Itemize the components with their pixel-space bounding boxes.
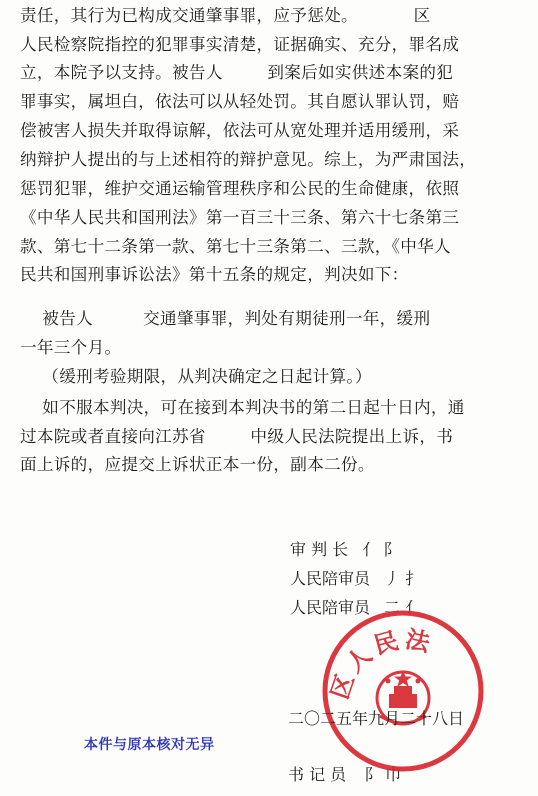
juror-1-title: 人民陪审员	[290, 569, 371, 588]
presiding-judge-title: 审 判 长	[290, 540, 349, 559]
seal-text: 区人民法	[324, 624, 437, 703]
text-line-10: 民共和国刑事诉讼法》第十五条的规定，判决如下：	[20, 265, 409, 284]
juror-1-row	[290, 568, 421, 590]
svg-text:区人民法	[325, 624, 437, 702]
juror-1-name: 丿 扌	[384, 569, 422, 588]
text-line-2: 人民检察院指控的犯罪事实清楚，证据确实、充分，罪名成	[20, 35, 460, 54]
judgment-date: 二〇二五年九月二十八日	[288, 709, 465, 728]
juror-2-name: 二 亻	[384, 598, 422, 617]
text-line-13: （缓刑考验期限，从判决确定之日起计算。）	[20, 367, 372, 386]
text-line-14: 如不服本判决，可在接到本判决书的第二日起十日内，通	[20, 398, 465, 417]
clerk-title: 书 记 员	[288, 765, 347, 784]
text-line-7: 惩罚犯罪，维护交通运输管理秩序和公民的生命健康，依照	[20, 179, 460, 198]
text-line-6: 纳辩护人提出的与上述相符的辩护意见。综上，为严肃国法，	[20, 150, 477, 169]
text-line-5: 偿被害人损失并取得谅解，依法可从宽处理并适用缓刑，采	[20, 121, 460, 140]
text-line-3: 立，本院予以支持。被告人 到案后如实供述本案的犯	[20, 63, 454, 82]
presiding-judge-row	[290, 539, 399, 561]
court-seal	[318, 606, 488, 776]
presiding-judge-name: 亻 阝	[362, 540, 400, 559]
clerk-name: 阝 巾	[364, 765, 402, 784]
text-line-4: 罪事实，属坦白，依法可以从轻处罚。其自愿认罪认罚，赔	[20, 92, 460, 111]
juror-2-title: 人民陪审员	[290, 598, 371, 617]
certification-stamp: 本件与原本核对无异	[84, 737, 215, 753]
text-line-16: 面上诉的，应提交上诉状正本一份，副本二份。	[20, 455, 375, 474]
text-line-8: 《中华人民共和国刑法》第一百三十三条、第六十七条第三	[20, 208, 460, 227]
text-line-15: 过本院或者直接向江苏省 中级人民法院提出上诉，书	[20, 427, 454, 446]
text-line-12: 一年三个月。	[20, 338, 122, 357]
text-line-9: 款、第七十二条第一款、第七十三条第二、三款，《中华人	[20, 237, 451, 256]
text-line-11: 被告人 交通肇事罪，判处有期徒刑一年，缓刑	[20, 309, 431, 328]
text-line-1: 责任，其行为已构成交通肇事罪，应予惩处。 区	[20, 6, 431, 25]
